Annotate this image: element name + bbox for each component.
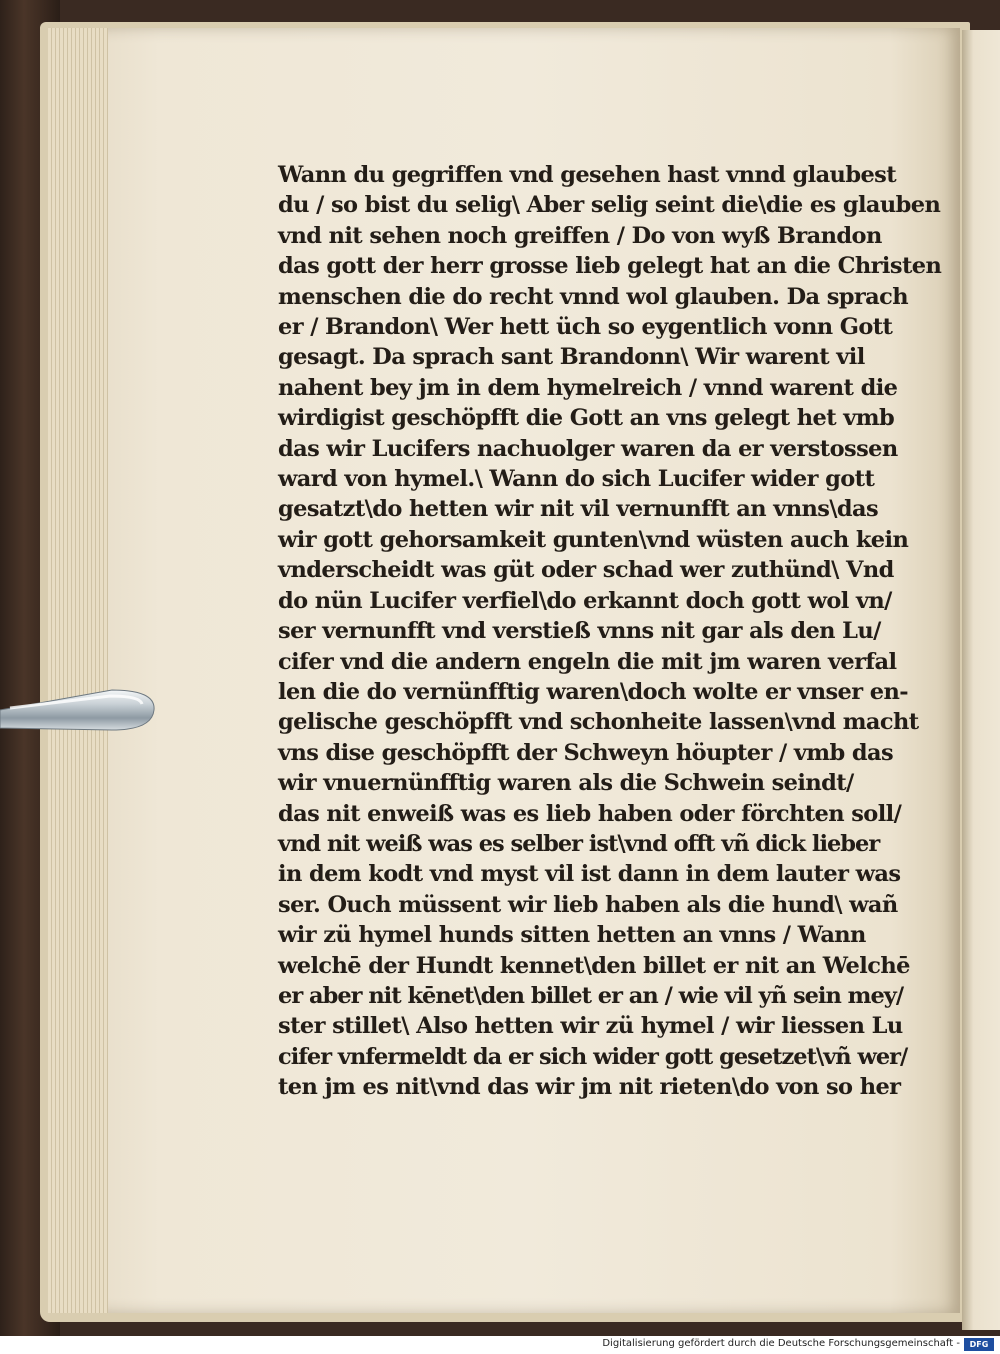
text-line: wirdigist geschöpfft die Gott an vns gelegt het vmb — [278, 405, 895, 432]
text-line: Wann du gegriffen vnd gesehen hast vnnd glaubest — [278, 162, 897, 188]
glass-pointer-icon — [0, 688, 156, 736]
text-line: do nün Lucifer verfiel\do erkannt doch gott wol vn/ — [278, 587, 892, 614]
text-line: cifer vnd die andern engeln die mit jm waren verfal — [278, 648, 897, 675]
dfg-logo-icon: DFG — [964, 1338, 994, 1351]
text-line: wir zü hymel hunds sitten hetten an vnns / Wann — [278, 922, 866, 949]
text-line: wir gott gehorsamkeit gunten\vnd wüsten auch kein — [278, 526, 909, 553]
text-line: len die do vernünfftig waren\doch wolte er vnser en- — [278, 678, 908, 705]
text-line: das wir Lucifers nachuolger waren da er verstossen — [278, 435, 898, 462]
text-line: das gott der herr grosse lieb gelegt hat an die Christen — [278, 253, 942, 280]
text-block — [278, 160, 942, 1103]
text-line: ten jm es nit\vnd das wir jm nit rieten\do von so her — [278, 1074, 901, 1101]
text-line: gesatzt\do hetten wir nit vil vernunfft an vnns\das — [278, 496, 879, 523]
text-line: ser vernunfft vnd verstieß vnns nit gar als den Lu/ — [278, 618, 881, 645]
text-line: gelische geschöpfft vnd schonheite lassen\vnd macht — [278, 709, 919, 736]
text-line: gesagt. Da sprach sant Brandonn\ Wir warent vil — [278, 344, 865, 371]
text-line: nahent bey jm in dem hymelreich / vnnd warent die — [278, 374, 898, 401]
text-line: in dem kodt vnd myst vil ist dann in dem lauter was — [278, 861, 901, 888]
text-line: vnderscheidt was güt oder schad wer zuthünd\ Vnd — [278, 557, 894, 584]
text-line: vns dise geschöpfft der Schweyn höupter / vmb das — [278, 739, 894, 766]
text-line: das nit enweiß was es lieb haben oder förchten soll/ — [278, 800, 902, 827]
text-line: ward von hymel.\ Wann do sich Lucifer wider gott — [278, 466, 875, 493]
text-line: wir vnuernünfftig waren als die Schwein seindt/ — [278, 770, 854, 797]
text-line: menschen die do recht vnnd wol glauben. Da sprach — [278, 283, 908, 310]
text-line: ser. Ouch müssent wir lieb haben als die hund\ wañ — [278, 891, 898, 918]
text-line: cifer vnfermeldt da er sich wider gott gesetzet\vñ wer/ — [278, 1043, 908, 1070]
text-line: du / so bist du selig\ Aber selig seint die\die es glauben — [278, 192, 941, 219]
text-line: er / Brandon\ Wer hett üch so eygentlich vonn Gott — [278, 314, 893, 341]
text-line: vnd nit weiß was es selber ist\vnd offt vñ dick lieber — [278, 830, 880, 857]
footer — [0, 1336, 1000, 1354]
text-line: welchē der Hundt kennet\den billet er nit an Welchē — [278, 952, 910, 979]
text-line: vnd nit sehen noch greiffen / Do von wyß Brandon — [278, 222, 882, 249]
facing-page-edge — [962, 30, 1000, 1330]
text-line: er aber nit kēnet\den billet er an / wie vil yñ sein mey/ — [278, 982, 904, 1009]
page-edges — [48, 28, 108, 1313]
funding-credit: Digitalisierung gefördert durch die Deutsche Forschungsgemeinschaft - — [602, 1338, 960, 1349]
text-line: ster stillet\ Also hetten wir zü hymel / wir liessen Lu — [278, 1013, 903, 1040]
